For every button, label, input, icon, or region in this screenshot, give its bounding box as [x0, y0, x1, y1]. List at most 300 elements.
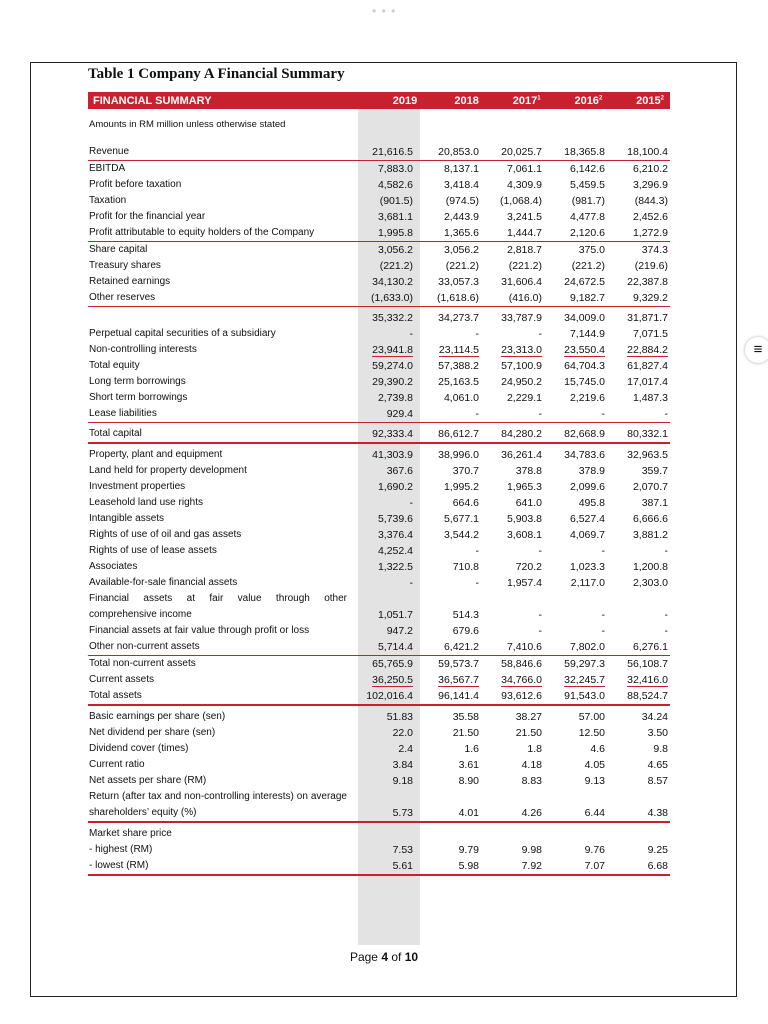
row-label: Treasury shares	[89, 260, 161, 271]
cell-value: 6,210.2	[632, 163, 668, 175]
table-row	[88, 406, 670, 423]
cell-value: 65,765.9	[372, 658, 413, 670]
row-label: Total capital	[89, 428, 142, 439]
cell-value: 7,802.0	[569, 641, 605, 653]
value-2019	[355, 688, 418, 704]
value-2016	[544, 623, 607, 639]
table-row	[88, 209, 670, 225]
year-footnote: 2	[598, 94, 603, 101]
value-2016	[544, 511, 607, 527]
value-2016	[544, 358, 607, 374]
value-2018	[418, 639, 481, 655]
value-2015	[607, 757, 670, 773]
cell-value: 32,416.0	[627, 674, 668, 686]
value-2016	[544, 757, 607, 773]
value-2018	[418, 511, 481, 527]
row-label: Dividend cover (times)	[89, 743, 189, 754]
table-row	[88, 656, 670, 672]
cell-value: 1,690.2	[377, 481, 413, 493]
value-2019	[355, 805, 418, 821]
value-2018	[418, 805, 481, 821]
value-2015	[607, 639, 670, 655]
table-row	[88, 374, 670, 390]
value-2016	[544, 209, 607, 225]
value-2017	[481, 607, 544, 623]
row-label: Non-controlling interests	[89, 344, 197, 355]
value-2017	[481, 741, 544, 757]
year-label: 2018	[454, 94, 479, 107]
value-2018	[418, 479, 481, 495]
cell-value: (219.6)	[634, 260, 668, 272]
cell-value: 35.58	[452, 711, 479, 723]
value-2015	[607, 527, 670, 543]
value-2018	[418, 258, 481, 274]
cell-value: 33,787.9	[501, 312, 542, 324]
value-2018	[418, 773, 481, 789]
cell-value: 8.57	[647, 775, 668, 787]
cell-value: 23,114.5	[438, 344, 479, 356]
cell-value: 2,070.7	[632, 481, 668, 493]
cell-value: (844.3)	[634, 195, 668, 207]
cell-value: -	[538, 545, 542, 557]
cell-value: 8,137.1	[443, 163, 479, 175]
cell-value: 59,573.7	[438, 658, 479, 670]
cell-value: (221.2)	[379, 260, 413, 272]
cell-value: 2,818.7	[506, 244, 542, 256]
value-2015	[607, 310, 670, 326]
cell-value: 495.8	[578, 497, 605, 509]
value-2016	[544, 447, 607, 463]
window-dots-icon: • • •	[372, 4, 397, 18]
value-2019	[355, 623, 418, 639]
cell-value: 20,025.7	[501, 146, 542, 158]
value-2015	[607, 290, 670, 306]
value-2016	[544, 342, 607, 358]
row-label: - lowest (RM)	[89, 860, 149, 871]
cell-value: 34,009.0	[564, 312, 605, 324]
value-2015	[607, 161, 670, 177]
value-2015	[607, 559, 670, 575]
table-row	[88, 326, 670, 342]
cell-value: 6.44	[584, 807, 605, 819]
value-2019	[355, 274, 418, 290]
cell-value: (974.5)	[445, 195, 479, 207]
cell-value: 3,056.2	[443, 244, 479, 256]
cell-value: 22,387.8	[627, 276, 668, 288]
cell-value: 57.00	[578, 711, 605, 723]
cell-value: 375.0	[578, 244, 605, 256]
table-row	[88, 709, 670, 725]
value-2016	[544, 559, 607, 575]
row-label: Net assets per share (RM)	[89, 775, 207, 786]
year-label: 2019	[392, 94, 418, 107]
value-2019	[355, 559, 418, 575]
row-label: Net dividend per share (sen)	[89, 727, 216, 738]
row-label: Profit attributable to equity holders of the Company	[89, 227, 315, 238]
menu-button[interactable]	[745, 337, 768, 363]
cell-value: 38.27	[515, 711, 542, 723]
header-label: FINANCIAL SUMMARY	[93, 94, 212, 107]
table-row	[88, 144, 670, 161]
cell-value: 1,322.5	[377, 561, 413, 573]
table-row	[88, 527, 670, 543]
cell-value: 2,303.0	[632, 577, 668, 589]
table-row	[88, 274, 670, 290]
cell-value: 3.84	[392, 759, 413, 771]
cell-value: 5.73	[392, 807, 413, 819]
cell-value: 9,182.7	[569, 292, 605, 304]
cell-value: 22.0	[392, 727, 413, 739]
value-2018	[418, 161, 481, 177]
row-label: Current ratio	[89, 759, 145, 770]
value-2015	[607, 479, 670, 495]
row-label: Leasehold land use rights	[89, 497, 203, 508]
value-2019	[355, 575, 418, 591]
cell-value: 4.05	[584, 759, 605, 771]
row-label: Investment properties	[89, 481, 186, 492]
value-2016	[544, 805, 607, 821]
value-2019	[355, 842, 418, 858]
table-row	[88, 672, 670, 688]
value-2017	[481, 463, 544, 479]
cell-value: 3.61	[458, 759, 479, 771]
cell-value: 1,965.3	[506, 481, 542, 493]
cell-value: 387.1	[641, 497, 668, 509]
table-row	[88, 826, 670, 842]
row-label: Short term borrowings	[89, 392, 188, 403]
cell-value: 9.79	[458, 844, 479, 856]
cell-value: -	[601, 625, 605, 637]
row-label: Long term borrowings	[89, 376, 186, 387]
value-2015	[607, 258, 670, 274]
value-2019	[355, 310, 418, 326]
value-2018	[418, 527, 481, 543]
value-2019	[355, 495, 418, 511]
cell-value: -	[664, 625, 668, 637]
value-2018	[418, 390, 481, 406]
cell-value: 82,668.9	[564, 428, 605, 440]
cell-value: 38,996.0	[438, 449, 479, 461]
value-2019	[355, 209, 418, 225]
cell-value: -	[409, 328, 413, 340]
year-header-2016	[547, 95, 609, 107]
cell-value: 4.6	[590, 743, 605, 755]
value-2019	[355, 543, 418, 559]
value-2017	[481, 258, 544, 274]
value-2017	[481, 326, 544, 342]
row-label: Rights of use of oil and gas assets	[89, 529, 242, 540]
value-2016	[544, 177, 607, 193]
cell-value: (221.2)	[571, 260, 605, 272]
value-2019	[355, 258, 418, 274]
value-2015	[607, 495, 670, 511]
cell-value: -	[601, 545, 605, 557]
cell-value: (901.5)	[379, 195, 413, 207]
cell-value: 80,332.1	[627, 428, 668, 440]
value-2016	[544, 709, 607, 725]
cell-value: 5.61	[392, 860, 413, 872]
cell-value: 5,459.5	[569, 179, 605, 191]
table-row	[88, 773, 670, 789]
table-row	[88, 688, 670, 706]
table-row	[88, 177, 670, 193]
value-2019	[355, 144, 418, 160]
cell-value: (1,068.4)	[499, 195, 542, 207]
value-2015	[607, 463, 670, 479]
cell-value: 34,130.2	[372, 276, 413, 288]
value-2015	[607, 656, 670, 672]
value-2015	[607, 575, 670, 591]
cell-value: -	[475, 545, 479, 557]
value-2015	[607, 773, 670, 789]
cell-value: -	[475, 328, 479, 340]
value-2019	[355, 607, 418, 623]
value-2017	[481, 193, 544, 209]
cell-value: 3,376.4	[377, 529, 413, 541]
value-2016	[544, 463, 607, 479]
cell-value: 23,313.0	[501, 344, 542, 356]
value-2015	[607, 842, 670, 858]
value-2018	[418, 559, 481, 575]
cell-value: 2,099.6	[569, 481, 605, 493]
value-2019	[355, 193, 418, 209]
cell-value: 4,477.8	[569, 211, 605, 223]
cell-value: (981.7)	[571, 195, 605, 207]
table-row	[88, 479, 670, 495]
value-2016	[544, 575, 607, 591]
value-2017	[481, 342, 544, 358]
value-2017	[481, 773, 544, 789]
value-2016	[544, 290, 607, 306]
value-2017	[481, 290, 544, 306]
cell-value: 3,296.9	[632, 179, 668, 191]
table-row	[88, 463, 670, 479]
cell-value: -	[601, 408, 605, 420]
cell-value: 370.7	[452, 465, 479, 477]
year-header-2015	[608, 95, 670, 107]
cell-value: 2.4	[398, 743, 413, 755]
cell-value: 22,884.2	[627, 344, 668, 356]
value-2017	[481, 858, 544, 874]
value-2019	[355, 773, 418, 789]
cell-value: 1.8	[527, 743, 542, 755]
value-2016	[544, 310, 607, 326]
row-label: - highest (RM)	[89, 844, 153, 855]
cell-value: 57,100.9	[501, 360, 542, 372]
cell-value: 9.8	[653, 743, 668, 755]
cell-value: 86,612.7	[438, 428, 479, 440]
value-2018	[418, 495, 481, 511]
value-2015	[607, 741, 670, 757]
cell-value: 41,303.9	[372, 449, 413, 461]
cell-value: 9.76	[584, 844, 605, 856]
value-2015	[607, 672, 670, 688]
value-2017	[481, 559, 544, 575]
cell-value: 34,273.7	[438, 312, 479, 324]
table-row	[88, 842, 670, 858]
row-label: Profit for the financial year	[89, 211, 206, 222]
table-row	[88, 789, 670, 823]
value-2019	[355, 426, 418, 442]
year-header-2018	[423, 95, 485, 107]
cell-value: 4,069.7	[569, 529, 605, 541]
table-row	[88, 358, 670, 374]
table-row	[88, 725, 670, 741]
page-prefix: Page	[349, 950, 382, 964]
cell-value: 641.0	[515, 497, 542, 509]
cell-value: 56,108.7	[627, 658, 668, 670]
cell-value: 15,745.0	[564, 376, 605, 388]
cell-value: 36,250.5	[372, 674, 413, 686]
value-2019	[355, 342, 418, 358]
page-current: 4	[381, 950, 388, 964]
value-2017	[481, 656, 544, 672]
value-2017	[481, 639, 544, 655]
cell-value: 378.8	[515, 465, 542, 477]
value-2019	[355, 463, 418, 479]
cell-value: 7.53	[392, 844, 413, 856]
value-2016	[544, 193, 607, 209]
year-header-2017	[485, 95, 547, 107]
value-2017	[481, 374, 544, 390]
value-2015	[607, 374, 670, 390]
value-2017	[481, 543, 544, 559]
cell-value: 57,388.2	[438, 360, 479, 372]
value-2019	[355, 326, 418, 342]
value-2018	[418, 358, 481, 374]
row-label: Revenue	[89, 146, 130, 157]
value-2019	[355, 177, 418, 193]
value-2016	[544, 426, 607, 442]
cell-value: 1,051.7	[377, 609, 413, 621]
table-row	[88, 623, 670, 639]
row-label: Share capital	[89, 244, 148, 255]
value-2019	[355, 479, 418, 495]
value-2017	[481, 725, 544, 741]
cell-value: 4,061.0	[443, 392, 479, 404]
value-2019	[355, 390, 418, 406]
cell-value: 29,390.2	[372, 376, 413, 388]
value-2019	[355, 225, 418, 241]
cell-value: 367.6	[386, 465, 413, 477]
table-row	[88, 447, 670, 463]
cell-value: 710.8	[452, 561, 479, 573]
value-2018	[418, 242, 481, 258]
value-2018	[418, 193, 481, 209]
value-2019	[355, 527, 418, 543]
table-row	[88, 426, 670, 444]
table-row	[88, 495, 670, 511]
row-label: Retained earnings	[89, 276, 171, 287]
value-2018	[418, 426, 481, 442]
table-row	[88, 543, 670, 559]
cell-value: 7,883.0	[377, 163, 413, 175]
value-2018	[418, 177, 481, 193]
cell-value: 21.50	[515, 727, 542, 739]
hamburger-icon: ≡	[753, 341, 763, 358]
cell-value: 6,142.6	[569, 163, 605, 175]
value-2018	[418, 543, 481, 559]
page-number	[0, 950, 768, 964]
value-2016	[544, 672, 607, 688]
value-2016	[544, 773, 607, 789]
page-total: 10	[404, 950, 419, 964]
value-2017	[481, 842, 544, 858]
cell-value: -	[601, 609, 605, 621]
cell-value: 84,280.2	[501, 428, 542, 440]
cell-value: 23,550.4	[564, 344, 605, 356]
table-row	[88, 258, 670, 274]
value-2017	[481, 709, 544, 725]
cell-value: -	[475, 408, 479, 420]
cell-value: 18,100.4	[627, 146, 668, 158]
value-2016	[544, 527, 607, 543]
row-label: Intangible assets	[89, 513, 165, 524]
cell-value: 32,245.7	[564, 674, 605, 686]
value-2018	[418, 709, 481, 725]
cell-value: 18,365.8	[564, 146, 605, 158]
value-2015	[607, 805, 670, 821]
value-2017	[481, 672, 544, 688]
value-2017	[481, 390, 544, 406]
value-2017	[481, 688, 544, 704]
cell-value: 3,056.2	[377, 244, 413, 256]
value-2018	[418, 342, 481, 358]
value-2015	[607, 688, 670, 704]
table-row	[88, 591, 670, 623]
cell-value: 34,783.6	[564, 449, 605, 461]
cell-value: 23,941.8	[372, 344, 413, 356]
cell-value: 92,333.4	[372, 428, 413, 440]
row-label: Property, plant and equipment	[89, 449, 223, 460]
value-2019	[355, 242, 418, 258]
row-label: Financial assets at fair value through profit or loss	[89, 625, 310, 636]
row-label: Financial assets at fair value through other comprehensive income	[89, 593, 347, 620]
value-2018	[418, 225, 481, 241]
value-2019	[355, 290, 418, 306]
cell-value: (1,618.6)	[436, 292, 479, 304]
cell-value: 7,410.6	[506, 641, 542, 653]
value-2016	[544, 543, 607, 559]
table-row	[88, 639, 670, 656]
cell-value: -	[538, 625, 542, 637]
cell-value: 33,057.3	[438, 276, 479, 288]
cell-value: 88,524.7	[627, 690, 668, 702]
row-label	[88, 310, 351, 326]
value-2019	[355, 709, 418, 725]
cell-value: 4,582.6	[377, 179, 413, 191]
value-2016	[544, 225, 607, 241]
cell-value: 378.9	[578, 465, 605, 477]
value-2018	[418, 688, 481, 704]
cell-value: 374.3	[641, 244, 668, 256]
cell-value: -	[664, 408, 668, 420]
cell-value: 59,297.3	[564, 658, 605, 670]
row-label: Profit before taxation	[89, 179, 182, 190]
table-row	[88, 290, 670, 307]
table-row	[88, 575, 670, 591]
value-2015	[607, 607, 670, 623]
year-footnote: 1	[537, 94, 541, 101]
cell-value: 4.18	[521, 759, 542, 771]
cell-value: 947.2	[386, 625, 413, 637]
cell-value: 2,219.6	[569, 392, 605, 404]
value-2019	[355, 639, 418, 655]
value-2019	[355, 406, 418, 422]
cell-value: 1,365.6	[443, 227, 479, 239]
value-2017	[481, 310, 544, 326]
value-2015	[607, 426, 670, 442]
